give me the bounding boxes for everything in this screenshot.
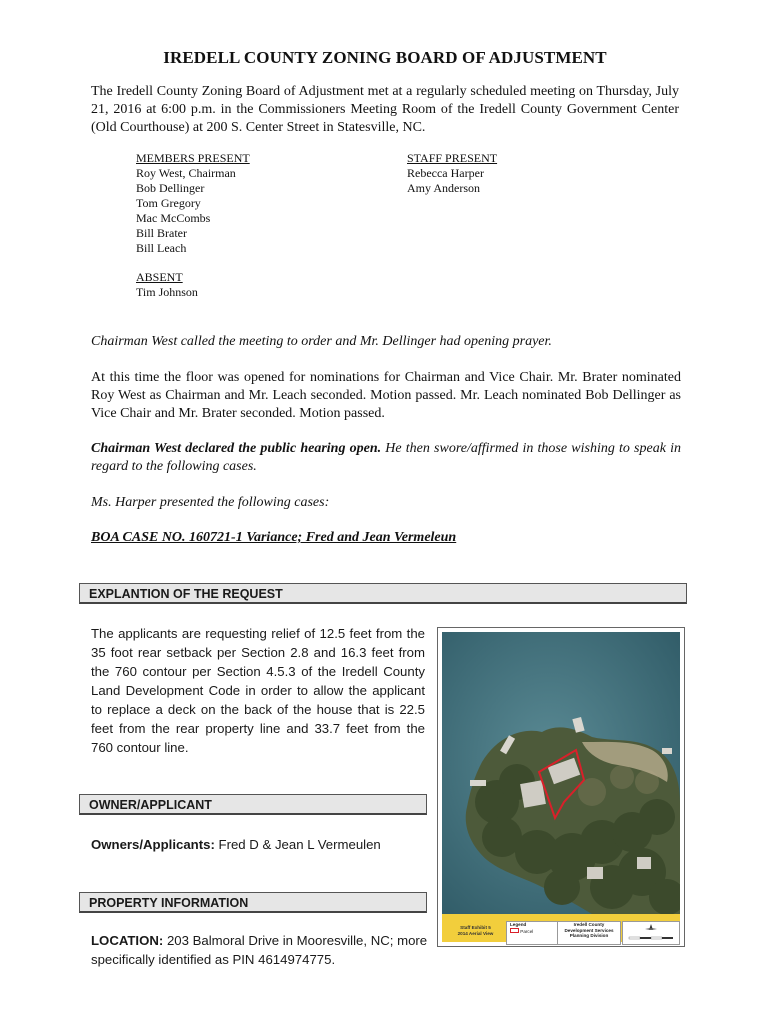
legend-title: Legend bbox=[510, 922, 527, 927]
staff-name: Amy Anderson bbox=[407, 181, 480, 195]
staff-name: Rebecca Harper bbox=[407, 166, 484, 180]
staff-present-heading: STAFF PRESENT bbox=[407, 151, 498, 165]
member-name: Roy West, Chairman bbox=[136, 166, 236, 180]
section-header-explanation: EXPLANTION OF THE REQUEST bbox=[79, 583, 687, 604]
nominations-paragraph: At this time the floor was opened for nominations for Chairman and Vice Chair. Mr. Brater nominated Roy West as Chairman and Mr. Leach seconded. Motion passed. Mr. Leach nominated Bob Dellinger as Vice Chair and Mr. Brater seconded. Motion passed. bbox=[91, 370, 681, 421]
staff-present-list bbox=[407, 151, 497, 196]
location-label: LOCATION: bbox=[91, 933, 164, 948]
absent-heading: ABSENT bbox=[136, 270, 183, 284]
exhibit-line-1: Staff Exhibit 5 bbox=[460, 925, 491, 930]
agency-line-3: Planning Division bbox=[569, 933, 609, 938]
public-hearing-rest: He then swore/affirmed in those wishing to speak in regard to the following cases. bbox=[91, 441, 681, 474]
location-line bbox=[91, 931, 431, 969]
call-to-order-paragraph: Chairman West called the meeting to order and Mr. Dellinger had opening prayer. bbox=[91, 334, 552, 349]
parcel-swatch bbox=[510, 928, 519, 933]
agency-line-1: Iredell County bbox=[573, 922, 605, 927]
member-name: Bill Leach bbox=[136, 241, 187, 255]
case-title: BOA CASE NO. 160721-1 Variance; Fred and Jean Vermeleun bbox=[91, 530, 457, 545]
public-hearing-paragraph bbox=[91, 440, 681, 476]
members-present-list bbox=[136, 151, 250, 256]
member-name: Bob Dellinger bbox=[136, 181, 205, 195]
absent-name: Tim Johnson bbox=[136, 285, 198, 299]
legend-box bbox=[506, 921, 559, 945]
members-present-heading: MEMBERS PRESENT bbox=[136, 151, 250, 165]
intro-paragraph: The Iredell County Zoning Board of Adjustment met at a regularly scheduled meeting on Thursday, July 21, 2016 at 6:00 p.m. in the Commissioners Meeting Room of the Iredell County Government Center (Old Courthouse) at 200 S. Center Street in Statesville, NC. bbox=[91, 84, 679, 135]
compass-icon bbox=[623, 922, 679, 944]
aerial-map bbox=[437, 627, 685, 947]
public-hearing-opened: Chairman West declared the public hearing open. bbox=[91, 441, 382, 456]
north-arrow-scale bbox=[622, 921, 680, 945]
legend-parcel-label: Parcel bbox=[520, 928, 534, 934]
member-name: Tom Gregory bbox=[136, 196, 201, 210]
absent-list bbox=[136, 270, 198, 300]
owner-label: Owners/Applicants: bbox=[91, 837, 215, 852]
member-name: Bill Brater bbox=[136, 226, 187, 240]
agency-box bbox=[557, 921, 621, 945]
cases-intro: Ms. Harper presented the following cases: bbox=[91, 495, 330, 510]
section-header-property: PROPERTY INFORMATION bbox=[79, 892, 427, 913]
legend-parcel-item bbox=[510, 928, 558, 935]
section-header-owner: OWNER/APPLICANT bbox=[79, 794, 427, 815]
explanation-text: The applicants are requesting relief of 12.5 feet from the 35 foot rear setback per Section 2.8 and 16.3 feet from the 760 contour per Section 4.5.3 of the Iredell County Land Development Code in order to allow the applicant to replace a deck on the back of the house that is 22.5 feet from the rear property line and 33.7 feet from the 760 contour line. bbox=[91, 626, 425, 755]
owner-line bbox=[91, 835, 425, 854]
exhibit-line-2: 2014 Aerial View bbox=[457, 930, 494, 936]
page-title: IREDELL COUNTY ZONING BOARD OF ADJUSTMENT bbox=[163, 48, 607, 67]
agency-line-2: Development Services bbox=[564, 927, 614, 933]
location-value: 203 Balmoral Drive in Mooresville, NC; more specifically identified as PIN 4614974775. bbox=[91, 933, 428, 967]
owner-value: Fred D & Jean L Vermeulen bbox=[218, 837, 381, 852]
exhibit-label bbox=[448, 925, 503, 947]
aerial-photo bbox=[442, 632, 680, 914]
member-name: Mac McCombs bbox=[136, 211, 211, 225]
